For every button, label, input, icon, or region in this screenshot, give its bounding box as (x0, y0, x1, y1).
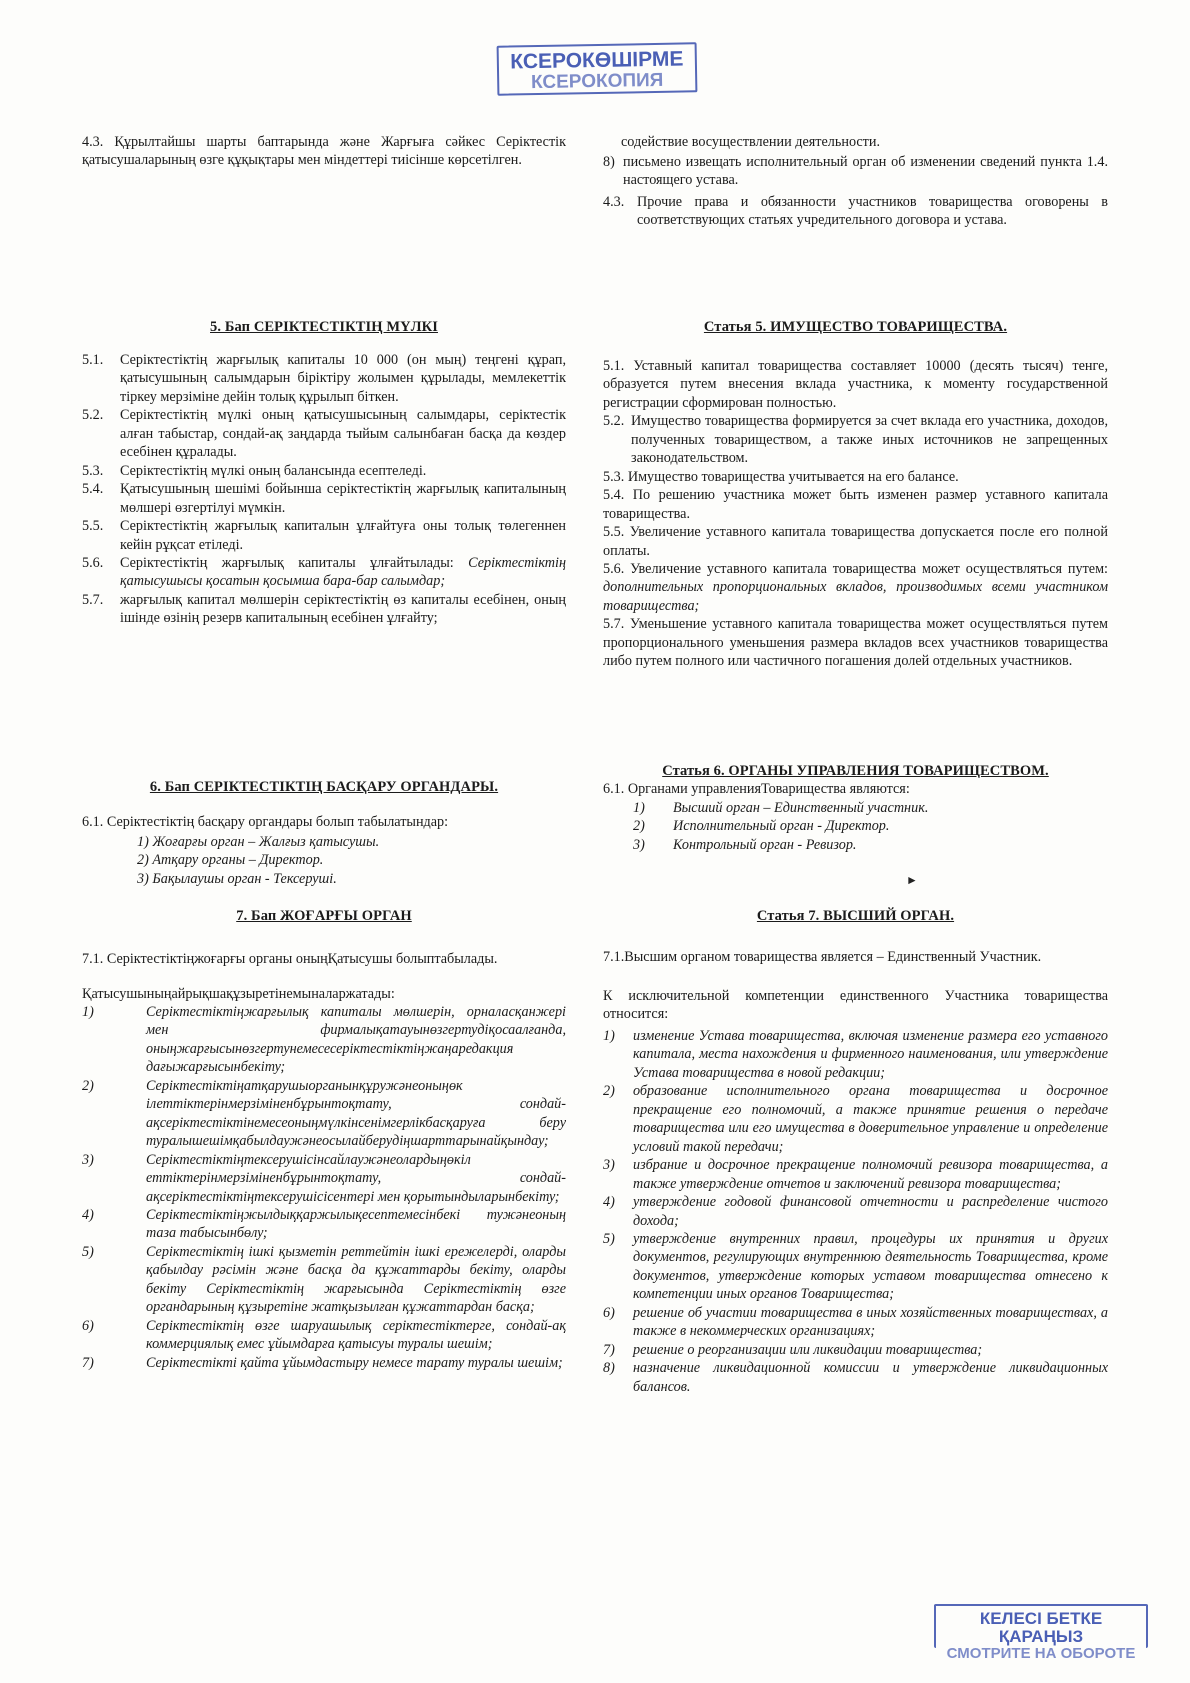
stamp-line-1: КСЕРОКӨШІРМЕ (510, 47, 684, 74)
right-competence-item: 7) решение о реорганизации или ликвидации товарищества; (603, 1341, 983, 1358)
right-competence-item: 4) утверждение годовой финансовой отчетности и распределение чистого дохода; (603, 1194, 1108, 1229)
left-competence-list (82, 1003, 566, 1372)
right-item-8: 8) письмено извещать исполнительный орган об изменении сведений пункта 1.4. настоящего устава. (603, 154, 1108, 189)
right-clause-5-5: 5.5. Увеличение уставного капитала товарищества допускается после его полной оплаты. (603, 524, 1108, 559)
right-clause-5-4: 5.4. По решению участника может быть изменен размер уставного капитала товарищества. (603, 487, 1108, 522)
right-clause-5-1: 5.1. Уставный капитал товарищества составляет 10000 (десять тысяч) тенге, образуется путем внесения вклада участника, к моменту государственной регистрации сформирован полностью. (603, 358, 1108, 411)
right-competence-item: 2) образование исполнительного органа товарищества и досрочное прекращение его полномочий, а также принятие решения о передаче товарищества или его имущества в доверительное управление и определение условий такой передачи; (603, 1083, 1108, 1155)
left-competence-intro: Қатысушыныңайрықшақұзыретінемыналаржатады: (82, 986, 395, 1002)
stamp-line-1: КЕЛЕСІ БЕТКЕ ҚАРАҢЫЗ (979, 1609, 1103, 1646)
right-organ-2: 2) Исполнительный орган - Директор. (633, 818, 890, 835)
left-competence-item: 1) Серіктестіктіңжарғылық капиталы мөлшерін, орналасқанжері мен фирмалықатауынөзгертудіқосаалғанда, оныңжарғысынөзгертунемесесеріктестіктіңжаңаредакция дағыжарғысынбекіту; (82, 1004, 566, 1076)
right-competence-item: 1) изменение Устава товарищества, включая изменение размера его уставного капитала, места нахождения и фирменного наименования, или утверждение Устава товарищества в новой редакции; (603, 1028, 1108, 1081)
left-competence-item: 7) Серіктестікті қайта ұйымдастыру немесе тарату туралы шешім; (82, 1354, 563, 1371)
left-clause-5-4: 5.4. Қатысушының шешімі бойынша серіктестіктің жарғылық капиталының мөлшері өзгертілуі мүмкін. (82, 481, 566, 516)
left-clause-5-2: 5.2. Серіктестіктің мүлкі оның қатысушысының салымдары, серіктестік алған табыстар, сондай-ақ заңдарда тыйым салынбаған басқа да көздер есебінен құралады. (82, 407, 566, 461)
stamp-line-2: СМОТРИТЕ НА ОБОРОТЕ (946, 1644, 1136, 1662)
left-heading-article-5: 5. Бап СЕРІКТЕСТІКТІҢ МҮЛКІ (210, 319, 438, 335)
right-competence-list (603, 1027, 1108, 1396)
left-competence-item: 6) Серіктестіктің өзге шаруашылық серіктестіктерге, сондай-ақ коммерциялық емес ұйымдарға қатысуы туралы шешім; (82, 1317, 566, 1353)
copy-stamp-top (497, 42, 698, 95)
right-heading-article-7: Статья 7. ВЫСШИЙ ОРГАН. (756, 908, 955, 924)
left-clause-5-6: 5.6. Серіктестіктің жарғылық капиталы ұлғайтылады: Серіктестіктің қатысушысы қосатын қосымша бара-бар салымдар; (82, 554, 566, 590)
left-clause-5-7: 5.7. жарғылық капитал мөлшерін серіктестіктің өз капиталы есебінен, оның ішінде өзінің резерв капиталының есебінен ұлғайту; (82, 591, 566, 627)
right-clause-6-1: 6.1. Органами управленияТоварищества являются: (603, 781, 910, 797)
right-organs-list (603, 799, 1108, 854)
left-competence-item: 4) Серіктестіктіңжылдыққаржылықесептемесінбекі тужәнеоның таза табысынбөлу; (82, 1206, 566, 1242)
left-clause-5-5: 5.5. Серіктестіктің жарғылық капиталын ұлғайтуға оны толық төлегеннен кейін рұқсат етіледі. (82, 518, 566, 553)
right-competence-item: 5) утверждение внутренних правил, процедуры их принятия и других документов, регулирующих внутреннюю деятельность Товарищества, кроме документов, утверждение которых уставом товарищества отнесено к компетенции иных органов Товарищества; (603, 1230, 1108, 1303)
right-text-continuation: содействие восуществлении деятельности. (621, 134, 881, 150)
left-clause-6-1: 6.1. Серіктестіктің басқару органдары болып табылатындар: (82, 814, 449, 830)
left-clause-4-3: 4.3. Құрылтайшы шарты баптарында және Жарғыға сәйкес Серіктестік қатысушаларының өзге құқықтары мен міндеттері тиісінше көрсетілген. (82, 134, 566, 169)
right-clause-7-1: 7.1.Высшим органом товарищества является – Единственный Участник. (603, 949, 1042, 965)
left-article-5-list (82, 351, 566, 628)
stamp-line-2: КСЕРОКОПИЯ (530, 69, 664, 94)
right-competence-item: 6) решение об участии товарищества в иных хозяйственных товариществах, а также в некоммерческих организациях; (603, 1304, 1108, 1340)
right-competence-item: 8) назначение ликвидационной комиссии и утверждение ликвидационных балансов. (603, 1360, 1108, 1395)
right-heading-article-6: Статья 6. ОРГАНЫ УПРАВЛЕНИЯ ТОВАРИЩЕСТВОМ. (662, 763, 1049, 779)
left-heading-article-7: 7. Бап ЖОҒАРҒЫ ОРГАН (236, 908, 412, 924)
right-clause-5-6: 5.6. Увеличение уставного капитала товарищества может осуществляться путем: дополнительных пропорциональных вкладов, производимых всеми участником товарищества; (603, 560, 1108, 614)
right-clause-5-2: 5.2. Имущество товарищества формируется за счет вклада его участника, доходов, полученных товариществом, а также иных источников не запрещенных законодательством. (603, 413, 1108, 467)
right-heading-article-5: Статья 5. ИМУЩЕСТВО ТОВАРИЩЕСТВА. (703, 319, 1008, 335)
left-organ-1: 1) Жоғарғы орган – Жалғыз қатысушы. (137, 834, 380, 850)
left-organ-2: 2) Атқару органы – Директор. (137, 852, 324, 869)
left-clause-7-1: 7.1. Серіктестіктіңжоғарғы органы оныңҚатысушы болыптабылады. (82, 951, 498, 967)
left-competence-item: 5) Серіктестіктің ішкі қызметін реттейтін ішкі ережелерді, оларды қабылдау рәсімін және басқа да құжаттарды бекіту, оларды бекіту Серіктестіктің жарғысында Серіктестіктің өзге органдарының құзыретіне жатқызылған құжаттардан басқа; (82, 1243, 566, 1316)
right-competence-intro: К исключительной компетенции единственного Участника товарищества относится: (603, 988, 1108, 1023)
left-organs-list (82, 833, 566, 888)
right-competence-item: 3) избрание и досрочное прекращение полномочий ревизора товарищества, а также утверждение отчетов и заключений ревизора товарищества; (603, 1157, 1108, 1192)
right-organ-3: 3) Контрольный орган - Ревизор. (633, 836, 857, 853)
left-clause-5-3: 5.3. Серіктестіктің мүлкі оның балансында есептеледі. (82, 462, 427, 479)
right-clause-4-3: 4.3. Прочие права и обязанности участников товарищества оговорены в соответствующих статьях учредительного договора и устава. (603, 194, 1108, 229)
left-organ-3: 3) Бақылаушы орган - Тексеруші. (137, 870, 337, 887)
turn-page-stamp (934, 1604, 1148, 1662)
right-clause-5-7: 5.7. Уменьшение уставного капитала товарищества может осуществляться путем пропорционального уменьшения размера вкладов всех участников товарищества либо путем полного или частичного погашения долей отдельных участников. (603, 616, 1108, 670)
left-heading-article-6: 6. Бап СЕРІКТЕСТІКТІҢ БАСҚАРУ ОРГАНДАРЫ. (149, 779, 499, 795)
right-article-5-list (603, 357, 1108, 671)
left-competence-item: 3) Серіктестіктіңтексерушісінсайлаужәнеолардыңөкіл еттіктерінмерзіміненбұрынтоқтату, сондай-ақсеріктестіктіңтексерушісісентері мен қорытындыларынбекіту; (82, 1151, 566, 1205)
left-competence-item: 2) Серіктестіктіңатқарушыорганынқұружәнеоныңөк ілеттіктерінмерзіміненбұрынтоқтату, сондай-ақсеріктестіктінемесеоныңмүлкінсенімгерлікбасқаруға беру туралышешімқабылдаужәнеосылайберудіңшарттарынайқындау; (82, 1077, 566, 1150)
right-clause-5-3: 5.3. Имущество товарищества учитывается на его балансе. (603, 468, 959, 485)
left-clause-5-1: 5.1. Серіктестіктің жарғылық капиталы 10 000 (он мың) теңгені құрап, қатысушының салымдарын біріктіру жолымен құрылады, мемлекеттік тіркеу мерзіміне дейін толық құрылып біткен. (82, 352, 566, 405)
arrow-marker-icon: ► (906, 873, 918, 887)
right-organ-1: 1) Высший орган – Единственный участник. (633, 800, 929, 816)
